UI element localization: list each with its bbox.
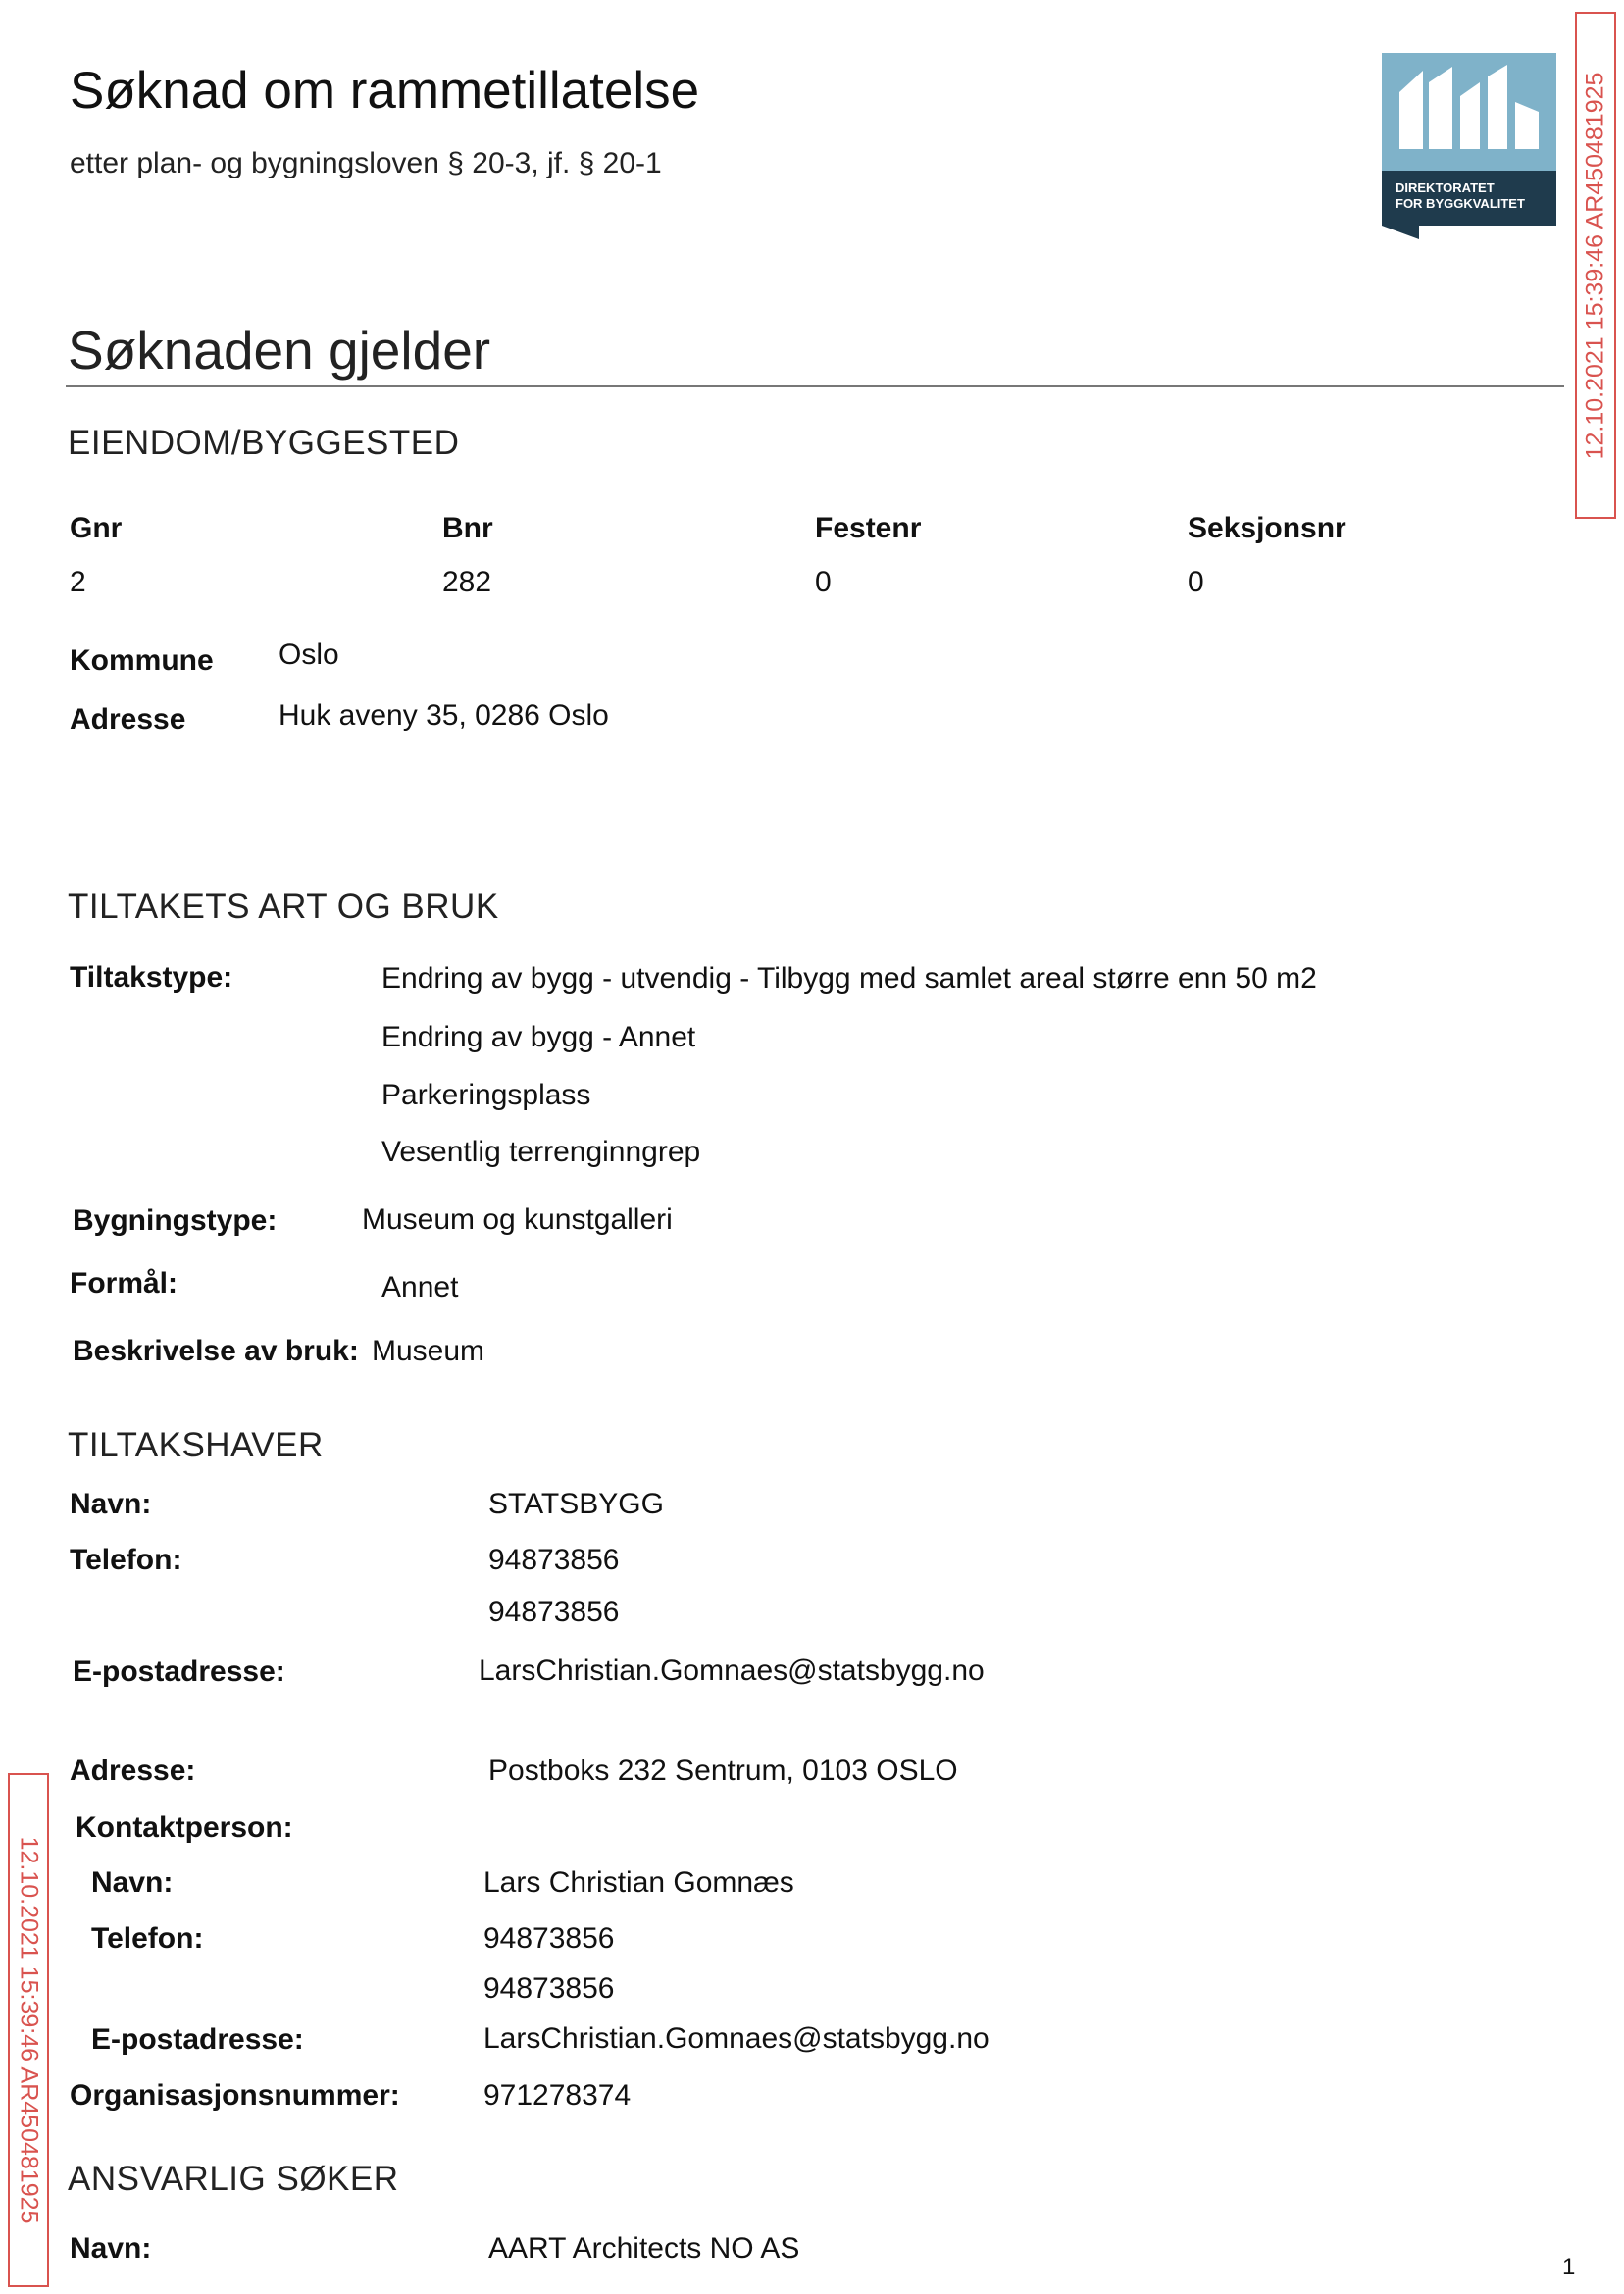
bnr-value: 282	[442, 566, 492, 598]
tiltakshaver-epost-value: LarsChristian.Gomnaes@statsbygg.no	[479, 1655, 985, 1687]
adresse-label: Adresse	[70, 703, 186, 736]
page-number: 1	[1562, 2254, 1576, 2280]
seksjonsnr-label: Seksjonsnr	[1188, 512, 1346, 544]
dibk-logo	[1382, 53, 1556, 239]
section-title: Søknaden gjelder	[68, 320, 491, 381]
tiltakstype-item: Endring av bygg - utvendig - Tilbygg med samlet areal større enn 50 m2	[381, 962, 1317, 994]
ansvarlig-heading: ANSVARLIG SØKER	[68, 2160, 399, 2198]
adresse-value: Huk aveny 35, 0286 Oslo	[279, 699, 609, 732]
date-stamp-left	[8, 1773, 49, 2287]
bygningstype-value: Museum og kunstgalleri	[362, 1203, 673, 1236]
tiltakstype-label: Tiltakstype:	[70, 961, 233, 994]
beskrivelse-label: Beskrivelse av bruk:	[73, 1335, 359, 1367]
section-divider	[66, 385, 1564, 387]
tiltakshaver-telefon-label: Telefon:	[70, 1544, 182, 1576]
bnr-label: Bnr	[442, 512, 493, 544]
kontakt-telefon-value: 94873856	[483, 1922, 615, 1955]
seksjonsnr-value: 0	[1188, 566, 1204, 598]
ansvarlig-navn-value: AART Architects NO AS	[488, 2232, 800, 2265]
date-stamp-right-text: 12.10.2021 15:39:46 AR450481925	[1581, 72, 1609, 459]
tiltakstype-item: Vesentlig terrenginngrep	[381, 1136, 701, 1168]
kontakt-telefon-value: 94873856	[483, 1972, 615, 2005]
tiltak-heading: TILTAKETS ART OG BRUK	[68, 888, 499, 926]
document-title: Søknad om rammetillatelse	[70, 62, 700, 120]
kommune-value: Oslo	[279, 638, 339, 671]
tiltakshaver-epost-label: E-postadresse:	[73, 1656, 285, 1688]
dibk-logo-graphic	[1382, 53, 1556, 239]
formal-label: Formål:	[70, 1267, 178, 1300]
kommune-label: Kommune	[70, 644, 214, 677]
tiltakstype-item: Parkeringsplass	[381, 1079, 591, 1111]
formal-value: Annet	[381, 1271, 459, 1303]
document-subtitle: etter plan- og bygningsloven § 20-3, jf. § 20-1	[70, 147, 662, 179]
tiltakshaver-telefon-value: 94873856	[488, 1544, 620, 1576]
gnr-label: Gnr	[70, 512, 123, 544]
festenr-value: 0	[815, 566, 832, 598]
bygningstype-label: Bygningstype:	[73, 1204, 278, 1237]
orgnr-label: Organisasjonsnummer:	[70, 2079, 400, 2112]
tiltakshaver-heading: TILTAKSHAVER	[68, 1426, 324, 1464]
tiltakshaver-adresse-label: Adresse:	[70, 1755, 196, 1787]
tiltakshaver-navn-value: STATSBYGG	[488, 1488, 664, 1520]
orgnr-value: 971278374	[483, 2079, 632, 2112]
beskrivelse-value: Museum	[372, 1335, 485, 1367]
gnr-value: 2	[70, 566, 86, 598]
kontakt-navn-label: Navn:	[91, 1866, 174, 1899]
tiltakshaver-adresse-value: Postboks 232 Sentrum, 0103 OSLO	[488, 1755, 958, 1787]
logo-text-line2: FOR BYGGKVALITET	[1396, 196, 1525, 211]
date-stamp-right	[1575, 12, 1616, 519]
tiltakshaver-telefon-value: 94873856	[488, 1596, 620, 1628]
logo-text-line1: DIREKTORATET	[1396, 180, 1495, 195]
ansvarlig-navn-label: Navn:	[70, 2232, 152, 2265]
festenr-label: Festenr	[815, 512, 922, 544]
eiendom-heading: EIENDOM/BYGGESTED	[68, 424, 460, 462]
kontakt-epost-label: E-postadresse:	[91, 2023, 304, 2056]
tiltakshaver-navn-label: Navn:	[70, 1488, 152, 1520]
kontakt-navn-value: Lars Christian Gomnæs	[483, 1866, 794, 1899]
tiltakstype-item: Endring av bygg - Annet	[381, 1021, 696, 1053]
kontakt-telefon-label: Telefon:	[91, 1922, 204, 1955]
kontaktperson-label: Kontaktperson:	[76, 1811, 293, 1844]
kontakt-epost-value: LarsChristian.Gomnaes@statsbygg.no	[483, 2022, 990, 2055]
date-stamp-left-text: 12.10.2021 15:39:46 AR450481925	[15, 1836, 43, 2224]
